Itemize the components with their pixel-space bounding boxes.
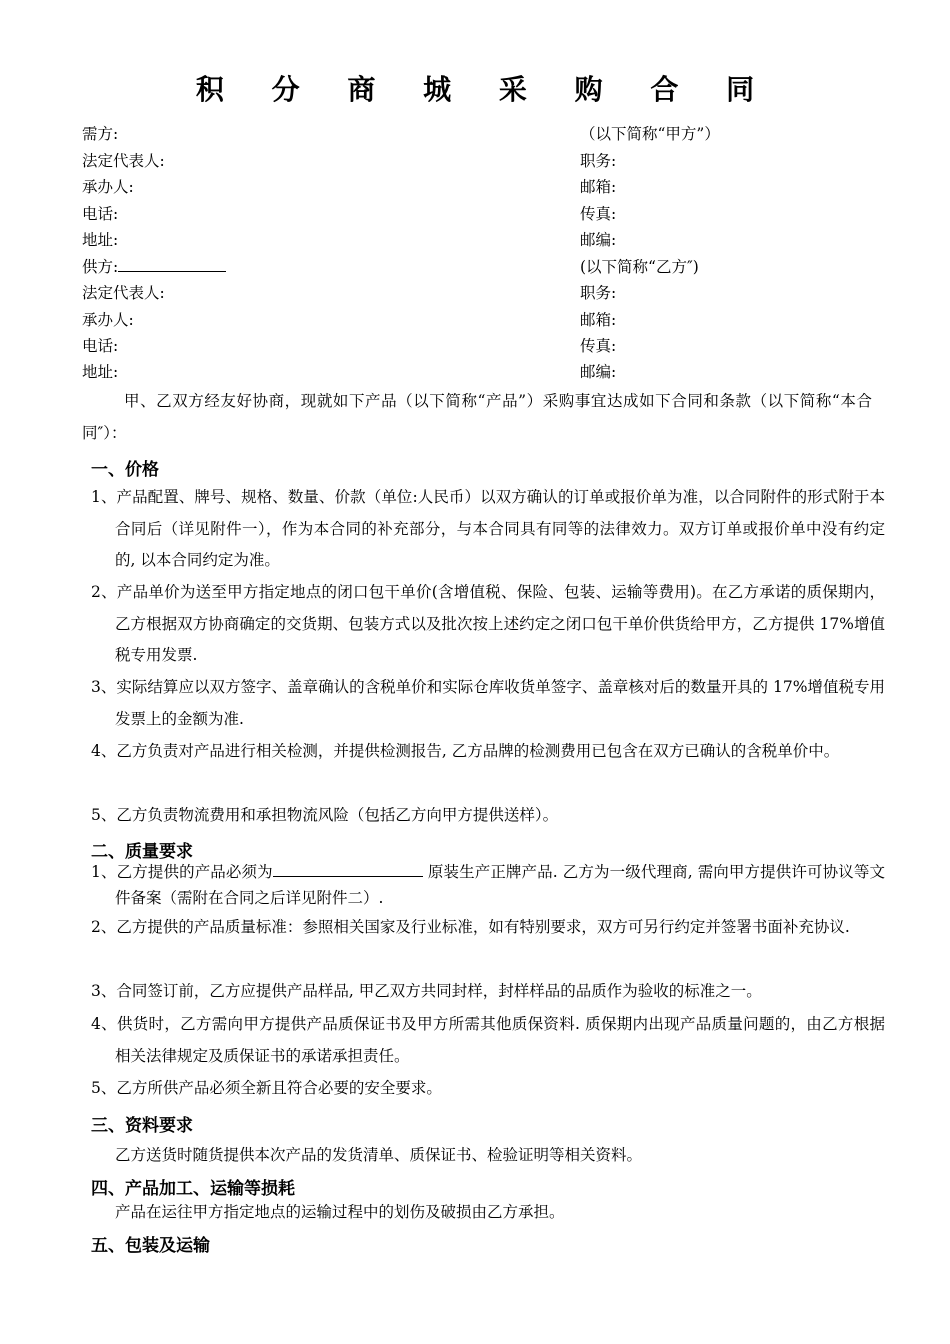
quality-item-5: 5、乙方所供产品必须全新且符合必要的安全要求。 xyxy=(91,1079,442,1097)
email-label: 邮箱: xyxy=(580,178,617,196)
party-b-handler-row xyxy=(82,308,882,332)
fax-label: 传真: xyxy=(580,337,617,355)
legal-rep-label: 法定代表人: xyxy=(82,284,165,302)
documents-paragraph: 乙方送货时随货提供本次产品的发货清单、质保证书、检验证明等相关资料。 xyxy=(115,1146,643,1164)
party-b-address-row xyxy=(82,360,882,384)
postcode-label: 邮编: xyxy=(580,231,617,249)
quality-item-1-lead: 1、乙方提供的产品必须为 xyxy=(91,863,273,881)
position-label: 职务: xyxy=(580,284,617,302)
price-item-5: 5、乙方负责物流费用和承担物流风险（包括乙方向甲方提供送样）。 xyxy=(91,806,559,824)
phone-label: 电话: xyxy=(82,337,119,355)
quality-item-1 xyxy=(91,859,885,911)
section-heading-packaging: 五、包装及运输 xyxy=(91,1236,210,1256)
quality-item-2: 2、乙方提供的产品质量标准：参照相关国家及行业标准，如有特别要求，双方可另行约定并签署书面补充协议. xyxy=(91,918,850,936)
price-item-2: 2、产品单价为送至甲方指定地点的闭口包干单价(含增值税、保险、包装、运输等费用)。在乙方承诺的质保期内，乙方根据双方协商确定的交货期、包装方式以及批次按上述约定之闭口包干单价供货给甲方，乙方提供 17%增值税专用发票. xyxy=(91,583,885,664)
party-a-handler-row xyxy=(82,175,882,199)
party-a-phone-row xyxy=(82,202,882,226)
price-item-4: 4、乙方负责对产品进行相关检测，并提供检测报告, 乙方品牌的检测费用已包含在双方已确认的含税单价中。 xyxy=(91,742,840,760)
party-b-phone-row xyxy=(82,334,882,358)
quality-item-3: 3、合同签订前，乙方应提供产品样品, 甲乙双方共同封样，封样样品的品质作为验收的标准之一。 xyxy=(91,982,762,1000)
supplier-label-wrap xyxy=(82,255,226,277)
party-a-buyer-row xyxy=(82,122,882,146)
party-a-rep-row xyxy=(82,149,882,173)
price-item-1: 1、产品配置、牌号、规格、数量、价款（单位:人民币）以双方确认的订单或报价单为准，以合同附件的形式附于本合同后（详见附件一），作为本合同的补充部分，与本合同具有同等的法律效力。双方订单或报价单中没有约定的, 以本合同约定为准。 xyxy=(91,488,885,569)
party-b-supplier-row xyxy=(82,255,882,279)
buyer-label: 需方: xyxy=(82,125,119,143)
section-heading-documents: 三、资料要求 xyxy=(91,1116,193,1136)
party-a-address-row xyxy=(82,228,882,252)
quality-item-1-tail: 原装生产正牌产品. 乙方为一级代理商, 需向甲方提供许可协议等文件备案（需附在合同之后详见附件二）. xyxy=(115,863,885,907)
price-item-3: 3、实际结算应以双方签字、盖章确认的含税单价和实际仓库收货单签字、盖章核对后的数量开具的 17%增值税专用发票上的金额为准. xyxy=(91,678,885,728)
supplier-alias: (以下简称“乙方″) xyxy=(580,258,699,276)
position-label: 职务: xyxy=(580,152,617,170)
supplier-blank-line[interactable] xyxy=(118,255,226,272)
handler-label: 承办人: xyxy=(82,311,134,329)
email-label: 邮箱: xyxy=(580,311,617,329)
section-heading-loss: 四、产品加工、运输等损耗 xyxy=(91,1179,295,1199)
legal-rep-label: 法定代表人: xyxy=(82,152,165,170)
fax-label: 传真: xyxy=(580,205,617,223)
handler-label: 承办人: xyxy=(82,178,134,196)
postcode-label: 邮编: xyxy=(580,363,617,381)
party-b-rep-row xyxy=(82,281,882,305)
phone-label: 电话: xyxy=(82,205,119,223)
address-label: 地址: xyxy=(82,231,119,249)
section-heading-price: 一、价格 xyxy=(91,460,159,480)
section-heading-quality: 二、质量要求 xyxy=(91,842,193,862)
loss-paragraph: 产品在运往甲方指定地点的运输过程中的划伤及破损由乙方承担。 xyxy=(115,1203,565,1221)
supplier-label: 供方: xyxy=(82,258,119,276)
quality-item-4: 4、供货时，乙方需向甲方提供产品质保证书及甲方所需其他质保资料. 质保期内出现产品质量问题的，由乙方根据相关法律规定及质保证书的承诺承担责任。 xyxy=(91,1015,885,1065)
brand-blank-line[interactable] xyxy=(273,860,423,877)
buyer-alias: （以下简称“甲方”） xyxy=(580,125,720,143)
address-label: 地址: xyxy=(82,363,119,381)
intro-paragraph: 甲、乙双方经友好协商，现就如下产品（以下简称“产品”）采购事宜达成如下合同和条款（以下简称“本合同″）： xyxy=(82,392,872,442)
document-title: 积 分 商 城 采 购 合 同 xyxy=(195,73,774,106)
